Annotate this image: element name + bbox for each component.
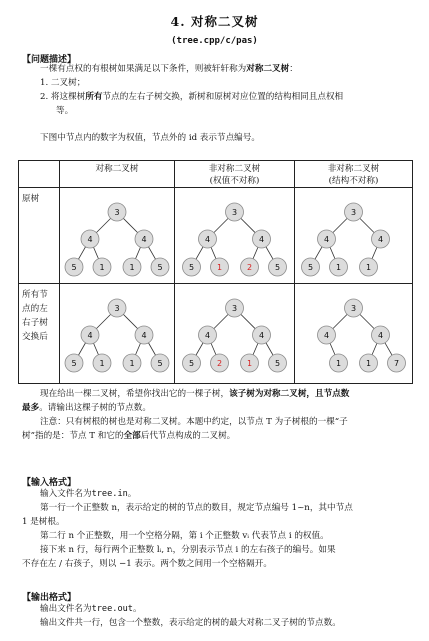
cell-original-symmetric xyxy=(60,188,175,284)
row-label-original: 原树 xyxy=(19,188,60,284)
tree-root-node-value: 3 xyxy=(114,304,120,313)
tree-diagram xyxy=(295,284,412,380)
tree-inner-node-value: 4 xyxy=(141,235,147,244)
input-line-2: 第一行一个正整数 n，表示给定的树的节点的数目，规定节点编号 1~n，其中节点 xyxy=(40,503,353,513)
input-line-5: 接下来 n 行，每行两个正整数 lᵢ, rᵢ，分别表示节点 i 的左右孩子的编号。如果 xyxy=(40,545,336,555)
tree-leaf-node-value: 5 xyxy=(157,359,163,368)
tree-inner-node-value: 4 xyxy=(141,331,147,340)
tree-leaf-node-value: 5 xyxy=(307,263,314,272)
tree-inner-node-value: 4 xyxy=(87,331,93,340)
problem-intro: 一棵有点权的有根树如果满足以下条件，则被轩轩称为对称二叉树： xyxy=(40,64,298,74)
header-struct-asym: 非对称二叉树 (结构不对称) xyxy=(295,161,413,188)
input-line-3: 1 是树根。 xyxy=(22,517,65,527)
tree-inner-node-value: 4 xyxy=(87,235,93,244)
task-line-2: 最多。请输出这棵子树的节点数。 xyxy=(22,403,151,413)
condition-2: 2. 将这棵树所有节点的左右子树交换，新树和原树对应位置的结构相同且点权相 xyxy=(40,92,344,102)
condition-1: 1. 二叉树； xyxy=(40,78,86,88)
output-heading: 【输出格式】 xyxy=(22,593,77,603)
tree-diagram xyxy=(175,284,294,380)
source-filenames: (tree.cpp/c/pas) xyxy=(171,36,258,46)
tree-leaf-node-value: 5 xyxy=(188,359,195,368)
tree-leaf-node-value: 2 xyxy=(216,359,223,368)
tree-inner-node-value: 4 xyxy=(258,235,265,244)
tree-inner-node-value: 4 xyxy=(258,331,265,340)
input-filename-line: 输入文件名为tree.in。 xyxy=(40,489,137,499)
tree-inner-node-value: 4 xyxy=(323,235,330,244)
tree-leaf-node-value: 1 xyxy=(335,263,342,272)
tree-leaf-node-value: 1 xyxy=(99,263,105,272)
tree-leaf-node-value: 2 xyxy=(246,263,253,272)
tree-leaf-node-value: 7 xyxy=(393,359,400,368)
tree-diagram xyxy=(175,188,294,280)
task-line-1: 现在给出一棵二叉树，希望你找出它的一棵子树，该子树为对称二叉树，且节点数 xyxy=(40,389,350,399)
tree-leaf-node-value: 5 xyxy=(274,359,281,368)
cell-swapped-weight-asym xyxy=(175,284,295,384)
tree-leaf-node-value: 1 xyxy=(99,359,105,368)
cell-original-weight-asym xyxy=(175,188,295,284)
tree-diagram xyxy=(295,188,412,280)
corner-cell xyxy=(19,161,60,188)
output-line-2: 输出文件共一行，包含一个整数，表示给定的树的最大对称二叉子树的节点数。 xyxy=(40,618,341,628)
tree-leaf-node-value: 1 xyxy=(246,359,253,368)
tree-root-node-value: 3 xyxy=(231,304,238,313)
header-weight-asym: 非对称二叉树 (权值不对称) xyxy=(175,161,295,188)
note-line-1: 注意：只有树根的树也是对称二叉树。本题中约定，以节点 T 为子树根的一棵“子 xyxy=(40,417,348,427)
tree-leaf-node-value: 5 xyxy=(274,263,281,272)
tree-leaf-node-value: 1 xyxy=(129,263,135,272)
tree-leaf-node-value: 5 xyxy=(188,263,195,272)
tree-root-node-value: 3 xyxy=(114,208,120,217)
row-label-swapped: 所有节 点的左 右子树 交换后 xyxy=(19,284,60,384)
tree-leaf-node-value: 5 xyxy=(71,359,77,368)
header-symmetric: 对称二叉树 xyxy=(60,161,175,188)
cell-swapped-struct-asym xyxy=(295,284,413,384)
tree-leaf-node-value: 5 xyxy=(71,263,77,272)
tree-inner-node-value: 4 xyxy=(204,331,211,340)
example-trees-table xyxy=(18,160,413,384)
tree-root-node-value: 3 xyxy=(231,208,238,217)
cell-swapped-symmetric xyxy=(60,284,175,384)
page-title: 4. 对称二叉树 xyxy=(170,14,259,29)
tree-root-node-value: 3 xyxy=(350,208,357,217)
problem-heading: 【问题描述】 xyxy=(22,55,77,65)
note-line-2: 树”指的是：节点 T 和它的全部后代节点构成的二叉树。 xyxy=(22,431,236,441)
tree-diagram xyxy=(60,284,174,380)
tree-leaf-node-value: 1 xyxy=(365,263,372,272)
condition-2-cont: 等。 xyxy=(56,106,74,116)
input-line-6: 不存在左 / 右孩子，则以 −1 表示。两个数之间用一个空格隔开。 xyxy=(22,559,272,569)
figure-note: 下图中节点内的数字为权值，节点外的 id 表示节点编号。 xyxy=(40,133,260,143)
tree-leaf-node-value: 1 xyxy=(129,359,135,368)
tree-leaf-node-value: 1 xyxy=(335,359,342,368)
tree-inner-node-value: 4 xyxy=(377,331,384,340)
cell-original-struct-asym xyxy=(295,188,413,284)
tree-inner-node-value: 4 xyxy=(204,235,211,244)
tree-inner-node-value: 4 xyxy=(323,331,330,340)
input-line-4: 第二行 n 个正整数，用一个空格分隔，第 i 个正整数 vᵢ 代表节点 i 的权值。 xyxy=(40,531,329,541)
output-filename-line: 输出文件名为tree.out。 xyxy=(40,604,142,614)
tree-leaf-node-value: 5 xyxy=(157,263,163,272)
tree-leaf-node-value: 1 xyxy=(365,359,372,368)
tree-leaf-node-value: 1 xyxy=(216,263,223,272)
input-heading: 【输入格式】 xyxy=(22,478,77,488)
tree-diagram xyxy=(60,188,174,280)
tree-inner-node-value: 4 xyxy=(377,235,384,244)
tree-root-node-value: 3 xyxy=(350,304,357,313)
